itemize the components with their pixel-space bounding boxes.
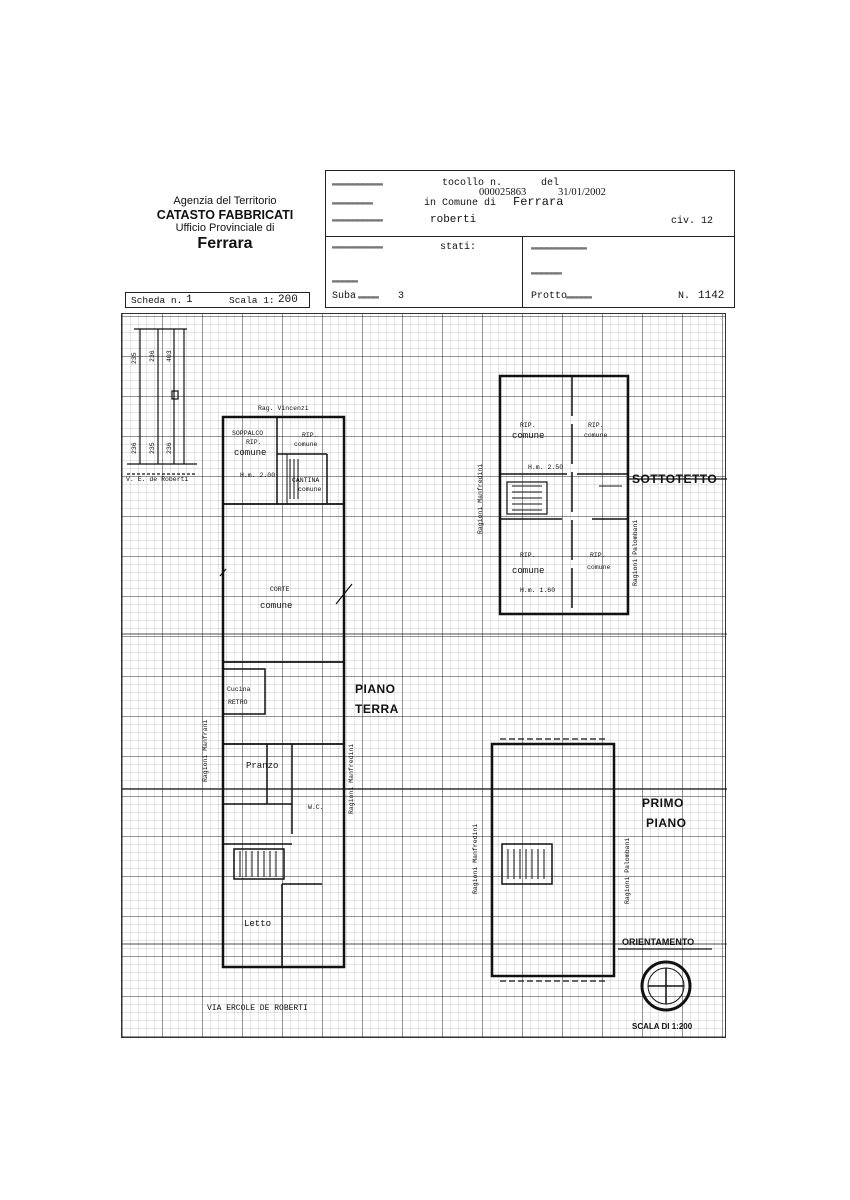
floor-title-primo: PRIMO (642, 796, 684, 810)
protocol-box-vertical-divider (522, 236, 523, 307)
comune-prefix: in Comune di (424, 198, 497, 209)
agency-name: Agenzia del Territorio (173, 195, 277, 207)
orientamento-label: ORIENTAMENTO (622, 937, 695, 947)
neighbor-label-left: Ragioni Manfredini (472, 823, 479, 894)
floor-plan-drawing (122, 314, 727, 1039)
redacted-text: ▬▬▬▬▬ (332, 276, 358, 287)
dimension-label: 403 (166, 350, 173, 362)
scale-footer-label: SCALA DI 1:200 (632, 1022, 693, 1031)
room-label: comune (512, 566, 545, 576)
street-label-bottom: VIA ERCOLE DE ROBERTI (207, 1004, 308, 1013)
room-label: comune (587, 564, 611, 571)
n-label: N. (678, 291, 691, 302)
scheda-number: 1 (186, 294, 193, 306)
protocol-box-divider (326, 236, 734, 237)
redacted-text: ▬▬▬▬▬▬▬▬▬▬ (332, 242, 383, 253)
room-label: W.C. (308, 804, 324, 811)
comune-name: Ferrara (513, 195, 564, 209)
civico: civ. 12 (671, 216, 714, 227)
room-height-label: H.m. 2.50 (528, 464, 564, 471)
floor-title-sottotetto: SOTTOTETTO (632, 472, 718, 486)
neighbor-label-right: Ragioni Manfredini (348, 743, 355, 814)
street-label-top: Rag. Vincenzi (258, 405, 309, 412)
office-city: Ferrara (197, 234, 253, 252)
via-name: roberti (430, 214, 477, 226)
street-label-ve: V. E. de Roberti (126, 476, 189, 483)
dimension-label: 236 (166, 442, 173, 454)
redacted-text: ▬▬▬▬▬▬▬▬ (332, 198, 373, 209)
room-label: RIP. (590, 552, 606, 559)
room-label: Pranzo (246, 761, 279, 771)
protocollo2-label: Protto (531, 291, 568, 302)
room-label: RIP. (520, 422, 536, 429)
ufficio-line: Ufficio Provinciale di (175, 222, 275, 235)
redacted-text: ▬▬▬▬▬ (566, 292, 592, 303)
room-label: CORTE (270, 586, 290, 593)
dimension-label: 235 (131, 352, 138, 364)
room-label: RIP. (246, 439, 262, 446)
scheda-label: Scheda n. (131, 295, 183, 306)
n-value: 1142 (698, 290, 725, 302)
room-label: comune (298, 486, 322, 493)
scala-label: Scala 1: (229, 295, 275, 306)
room-label: RIP. (520, 552, 536, 559)
ground-floor-stair (234, 849, 284, 879)
redacted-text: ▬▬▬▬ (358, 292, 379, 303)
room-label: comune (260, 601, 293, 611)
room-label: RIP. (302, 432, 318, 439)
agency-header (140, 195, 310, 253)
protocollo-label: tocollo n. (442, 178, 503, 189)
room-label: Letto (244, 919, 272, 929)
dimension-label: 236 (131, 442, 138, 454)
scheda-box (125, 292, 310, 308)
primo-piano-walls (492, 739, 614, 981)
redacted-text: ▬▬▬▬▬▬▬▬▬▬ (332, 179, 383, 190)
compass-rose-icon (639, 959, 693, 1013)
room-label: comune (294, 441, 318, 448)
room-height-label: H.m. 2.00 (240, 472, 276, 479)
primo-piano-stair (508, 849, 544, 879)
room-label: CANTINA (292, 477, 320, 484)
room-label: RETRO (228, 699, 248, 706)
intestati-label: stati: (440, 242, 477, 253)
dimension-label: 235 (149, 442, 156, 454)
protocollo-number: 000025863 (479, 187, 527, 198)
redacted-text: ▬▬▬▬▬▬▬▬▬▬▬ (531, 243, 587, 254)
redacted-text: ▬▬▬▬▬▬▬▬▬▬ (332, 215, 383, 226)
neighbor-label-right: Ragioni Palombani (624, 837, 631, 904)
scala-value: 200 (278, 294, 298, 306)
floor-title-piano: PIANO (355, 682, 396, 696)
floor-title-terra: TERRA (355, 702, 399, 716)
del-label: del (541, 178, 560, 189)
room-label: comune (234, 448, 267, 458)
protocol-box (325, 170, 735, 308)
redacted-text: ▬▬▬▬▬▬ (531, 268, 562, 279)
floor-plan-sheet (121, 313, 726, 1038)
neighbor-label-right: Ragioni Palombani (632, 519, 639, 586)
room-label: RIP. (588, 422, 604, 429)
floor-title-piano2: PIANO (646, 816, 687, 830)
catasto-title: CATASTO FABBRICATI (156, 207, 294, 222)
neighbor-label-left: Ragioni Manfredini (477, 463, 484, 534)
neighbor-label-left: Ragioni Manfrani (202, 719, 209, 782)
room-label: SOPPALCO (232, 430, 264, 437)
dimension-label: 236 (149, 350, 156, 362)
subalterno-label: Suba (332, 291, 357, 302)
room-label: comune (584, 432, 608, 439)
room-height-label: H.m. 1.60 (520, 587, 556, 594)
room-label: comune (512, 431, 545, 441)
protocol-date: 31/01/2002 (558, 187, 606, 198)
sottotetto-walls (500, 376, 628, 614)
sottotetto-stair (512, 486, 542, 510)
room-label: Cucina (227, 686, 251, 693)
subalterno-value: 3 (398, 291, 405, 302)
